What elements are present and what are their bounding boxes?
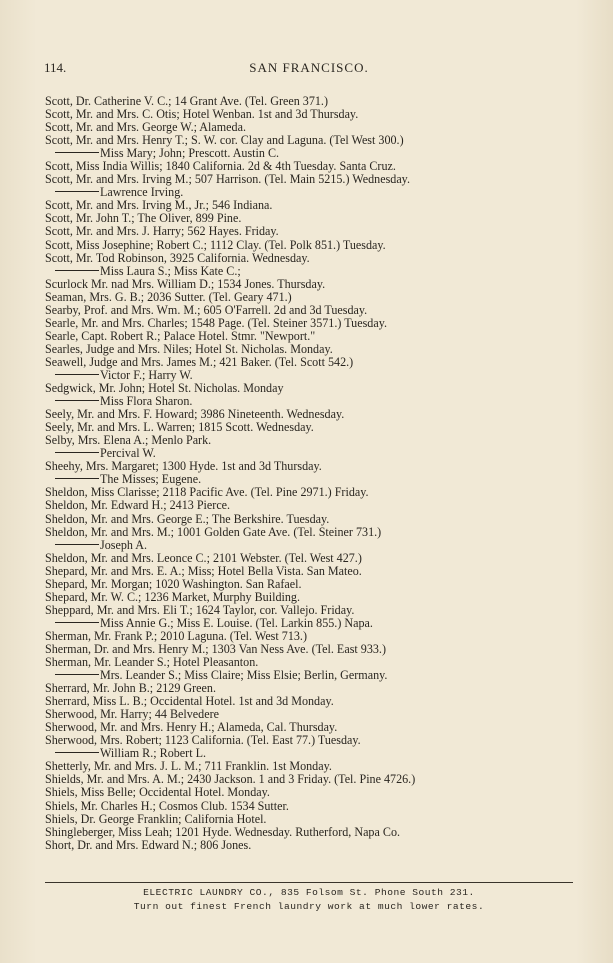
entry-text: Miss Annie G.; Miss E. Louise. (Tel. Larkin 855.) Napa. (100, 616, 373, 630)
entry-text: Sheldon, Mr. and Mrs. M.; 1001 Golden Gate Ave. (Tel. Steiner 731.) (45, 525, 382, 539)
directory-entry (45, 526, 585, 539)
directory-entry (45, 565, 585, 578)
entry-text: Scott, Mr. Tod Robinson, 3925 California. Wednesday. (45, 251, 310, 265)
directory-entry (45, 460, 585, 473)
directory-entry (45, 134, 585, 147)
entry-text: Shepard, Mr. Morgan; 1020 Washington. San Rafael. (45, 577, 302, 591)
directory-entry (45, 330, 585, 343)
directory-entry (45, 552, 585, 565)
entry-text: Seely, Mr. and Mrs. L. Warren; 1815 Scott. Wednesday. (45, 421, 314, 435)
entry-text: Scott, Dr. Catherine V. C.; 14 Grant Ave. (Tel. Green 371.) (45, 95, 328, 108)
entry-text: Sedgwick, Mr. John; Hotel St. Nicholas. Monday (45, 382, 284, 396)
entry-text: The Misses; Eugene. (100, 473, 202, 487)
directory-sub-entry (45, 669, 585, 682)
entry-text: Sherwood, Mrs. Robert; 1123 California. (Tel. East 77.) Tuesday. (45, 734, 361, 748)
entry-text: Percival W. (100, 447, 156, 461)
directory-sub-entry (45, 186, 585, 199)
directory-entry (45, 486, 585, 499)
entry-text: Miss Laura S.; Miss Kate C.; (100, 264, 241, 278)
directory-entry (45, 786, 585, 799)
entry-text: Shields, Mr. and Mrs. A. M.; 2430 Jackson. 1 and 3 Friday. (Tel. Pine 4726.) (45, 773, 416, 787)
directory-sub-entry (45, 147, 585, 160)
directory-entry (45, 121, 585, 134)
entry-text: Sheldon, Mr. and Mrs. George E.; The Berkshire. Tuesday. (45, 512, 330, 526)
entry-text: Mrs. Leander S.; Miss Claire; Miss Elsie; Berlin, Germany. (100, 669, 388, 683)
footer-line-1: ELECTRIC LAUNDRY CO., 835 Folsom St. Phone South 231. (143, 887, 475, 898)
entry-text: Searby, Prof. and Mrs. Wm. M.; 605 O'Farrell. 2d and 3d Tuesday. (45, 303, 368, 317)
continuation-dash (55, 752, 99, 753)
entry-text: Scott, Mr. and Mrs. Irving M.; 507 Harrison. (Tel. Main 5215.) Wednesday. (45, 173, 410, 187)
directory-entry (45, 382, 585, 395)
entry-text: Scott, Mr. and Mrs. George W.; Alameda. (45, 121, 246, 135)
page-number: 114. (44, 60, 67, 75)
entry-text: Seawell, Judge and Mrs. James M.; 421 Baker. (Tel. Scott 542.) (45, 355, 354, 369)
entry-text: Scurlock Mr. nad Mrs. William D.; 1534 Jones. Thursday. (45, 277, 326, 291)
entry-text: Sheppard, Mr. and Mrs. Eli T.; 1624 Taylor, cor. Vallejo. Friday. (45, 603, 355, 617)
entry-text: Scott, Mr. and Mrs. C. Otis; Hotel Wenban. 1st and 3d Thursday. (45, 108, 359, 122)
directory-entry (45, 813, 585, 826)
directory-entry (45, 317, 585, 330)
directory-entry (45, 721, 585, 734)
entry-text: Miss Flora Sharon. (100, 395, 193, 409)
directory-entry (45, 160, 585, 173)
directory-entry (45, 252, 585, 265)
entry-text: Scott, Mr. and Mrs. Henry T.; S. W. cor. Clay and Laguna. (Tel West 300.) (45, 134, 404, 148)
entry-text: Victor F.; Harry W. (100, 368, 193, 382)
directory-entry (45, 578, 585, 591)
directory-sub-entry (45, 447, 585, 460)
directory-entry (45, 695, 585, 708)
directory-sub-entry (45, 617, 585, 630)
directory-entries (45, 95, 585, 852)
directory-entry (45, 682, 585, 695)
entry-text: Searle, Capt. Robert R.; Palace Hotel. Stmr. "Newport." (45, 329, 316, 343)
entry-text: Selby, Mrs. Elena A.; Menlo Park. (45, 434, 212, 448)
directory-entry (45, 304, 585, 317)
entry-text: Sherman, Mr. Leander S.; Hotel Pleasanton. (45, 656, 259, 670)
entry-text: Lawrence Irving. (100, 186, 184, 200)
directory-entry (45, 760, 585, 773)
entry-text: Seely, Mr. and Mrs. F. Howard; 3986 Nineteenth. Wednesday. (45, 408, 345, 422)
directory-entry (45, 656, 585, 669)
continuation-dash (55, 191, 99, 192)
directory-entry (45, 604, 585, 617)
directory-entry (45, 826, 585, 839)
directory-entry (45, 800, 585, 813)
entry-text: Miss Mary; John; Prescott. Austin C. (100, 147, 280, 161)
directory-entry (45, 630, 585, 643)
directory-entry (45, 421, 585, 434)
directory-entry (45, 199, 585, 212)
directory-entry (45, 212, 585, 225)
entry-text: Shepard, Mr. W. C.; 1236 Market, Murphy Building. (45, 590, 300, 604)
directory-entry (45, 408, 585, 421)
directory-entry (45, 839, 585, 852)
directory-sub-entry (45, 473, 585, 486)
directory-sub-entry (45, 395, 585, 408)
directory-entry (45, 278, 585, 291)
entry-text: Scott, Mr. John T.; The Oliver, 899 Pine. (45, 212, 242, 226)
directory-entry (45, 239, 585, 252)
entry-text: Sherman, Mr. Frank P.; 2010 Laguna. (Tel. West 713.) (45, 629, 307, 643)
entry-text: Shiels, Dr. George Franklin; California Hotel. (45, 812, 267, 826)
continuation-dash (55, 400, 99, 401)
continuation-dash (55, 452, 99, 453)
continuation-dash (55, 674, 99, 675)
entry-text: Shingleberger, Miss Leah; 1201 Hyde. Wednesday. Rutherford, Napa Co. (45, 825, 401, 839)
directory-entry (45, 513, 585, 526)
entry-text: William R.; Robert L. (100, 747, 206, 761)
continuation-dash (55, 478, 99, 479)
page-header (44, 60, 574, 78)
directory-entry (45, 499, 585, 512)
entry-text: Shiels, Mr. Charles H.; Cosmos Club. 1534 Sutter. (45, 799, 289, 813)
footer-divider (45, 882, 573, 883)
directory-entry (45, 173, 585, 186)
directory-entry (45, 291, 585, 304)
directory-entry (45, 591, 585, 604)
directory-entry (45, 343, 585, 356)
entry-text: Sherwood, Mr. Harry; 44 Belvedere (45, 708, 219, 722)
directory-entry (45, 356, 585, 369)
directory-entry (45, 225, 585, 238)
entry-text: Shepard, Mr. and Mrs. E. A.; Miss; Hotel Bella Vista. San Mateo. (45, 564, 362, 578)
directory-sub-entry (45, 539, 585, 552)
directory-sub-entry (45, 747, 585, 760)
directory-entry (45, 95, 585, 108)
entry-text: Scott, Miss Josephine; Robert C.; 1112 Clay. (Tel. Polk 851.) Tuesday. (45, 238, 386, 252)
entry-text: Sheldon, Miss Clarisse; 2118 Pacific Ave. (Tel. Pine 2971.) Friday. (45, 486, 369, 500)
entry-text: Sherman, Dr. and Mrs. Henry M.; 1303 Van Ness Ave. (Tel. East 933.) (45, 642, 386, 656)
entry-text: Sheldon, Mr. and Mrs. Leonce C.; 2101 Webster. (Tel. West 427.) (45, 551, 362, 565)
continuation-dash (55, 544, 99, 545)
entry-text: Scott, Mr. and Mrs. J. Harry; 562 Hayes. Friday. (45, 225, 279, 239)
directory-sub-entry (45, 369, 585, 382)
directory-entry (45, 734, 585, 747)
entry-text: Sherrard, Mr. John B.; 2129 Green. (45, 682, 216, 696)
entry-text: Searle, Mr. and Mrs. Charles; 1548 Page. (Tel. Steiner 3571.) Tuesday. (45, 316, 387, 330)
entry-text: Scott, Mr. and Mrs. Irving M., Jr.; 546 Indiana. (45, 199, 273, 213)
directory-entry (45, 643, 585, 656)
continuation-dash (55, 622, 99, 623)
directory-entry (45, 434, 585, 447)
directory-entry (45, 108, 585, 121)
directory-sub-entry (45, 265, 585, 278)
entry-text: Sheldon, Mr. Edward H.; 2413 Pierce. (45, 499, 231, 513)
continuation-dash (55, 152, 99, 153)
entry-text: Seaman, Mrs. G. B.; 2036 Sutter. (Tel. Geary 471.) (45, 290, 292, 304)
entry-text: Sherwood, Mr. and Mrs. Henry H.; Alameda, Cal. Thursday. (45, 721, 338, 735)
directory-entry (45, 773, 585, 786)
footer-line-2: Turn out finest French laundry work at much lower rates. (133, 901, 485, 912)
continuation-dash (55, 270, 99, 271)
entry-text: Sheehy, Mrs. Margaret; 1300 Hyde. 1st and 3d Thursday. (45, 460, 322, 474)
running-head: SAN FRANCISCO. (249, 60, 369, 75)
entry-text: Scott, Miss India Willis; 1840 California. 2d & 4th Tuesday. Santa Cruz. (45, 160, 396, 174)
entry-text: Joseph A. (100, 538, 148, 552)
directory-entry (45, 708, 585, 721)
entry-text: Shiels, Miss Belle; Occidental Hotel. Monday. (45, 786, 270, 800)
entry-text: Sherrard, Miss L. B.; Occidental Hotel. 1st and 3d Monday. (45, 695, 334, 709)
entry-text: Short, Dr. and Mrs. Edward N.; 806 Jones. (45, 838, 252, 852)
entry-text: Searles, Judge and Mrs. Niles; Hotel St. Nicholas. Monday. (45, 342, 333, 356)
advertisement-footer (45, 886, 573, 914)
continuation-dash (55, 374, 99, 375)
entry-text: Shetterly, Mr. and Mrs. J. L. M.; 711 Franklin. 1st Monday. (45, 760, 332, 774)
